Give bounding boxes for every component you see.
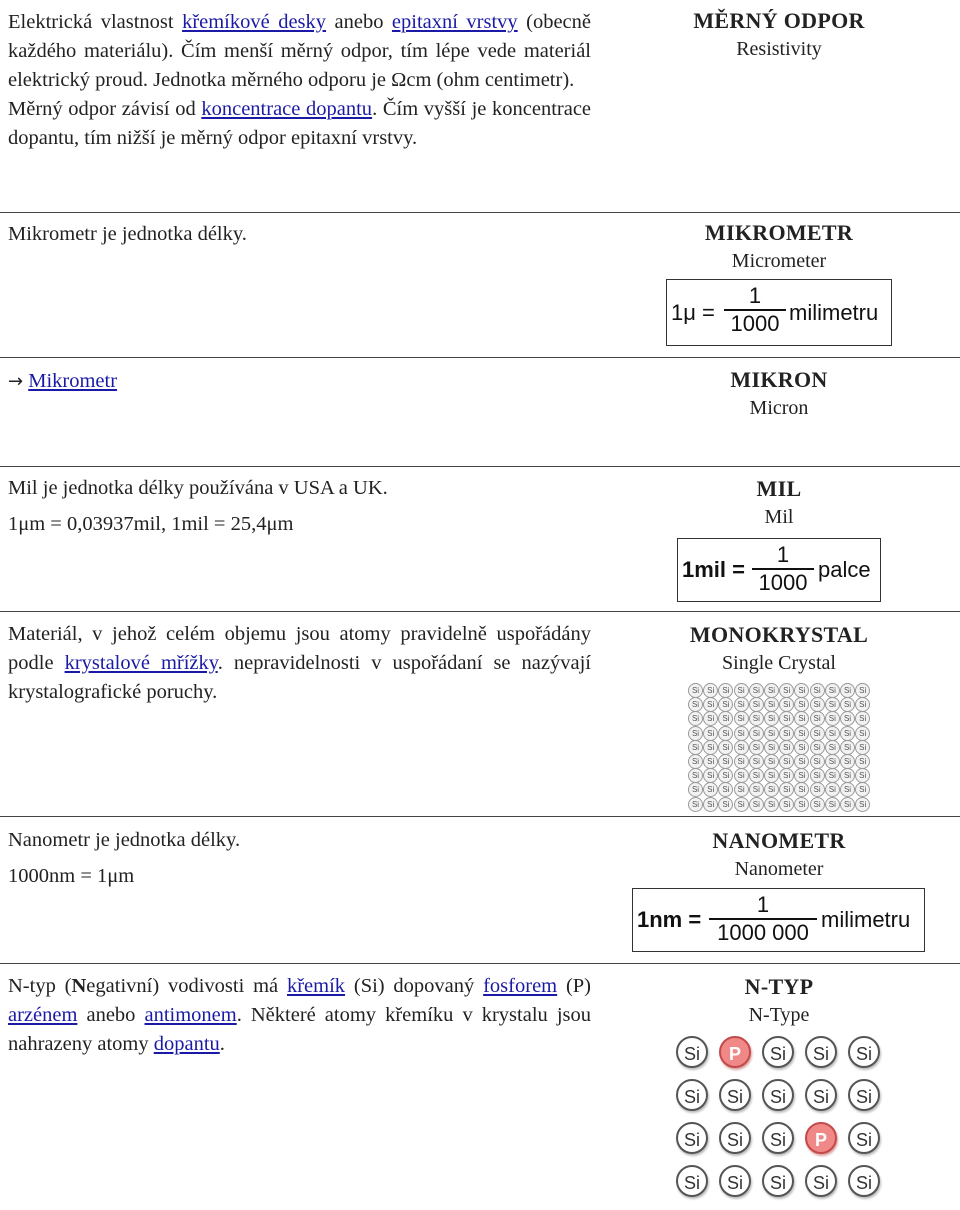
lattice-atom: Si bbox=[718, 768, 733, 783]
silicon-atom: Si bbox=[762, 1165, 794, 1197]
lattice-atom: Si bbox=[855, 740, 870, 755]
lattice-atom: Si bbox=[688, 683, 703, 698]
lattice-atom: Si bbox=[734, 697, 749, 712]
formula-denominator: 1000 bbox=[730, 310, 780, 336]
text-run: Materiál, v jehož celém objemu jsou atomy pravidelně uspořádány podle bbox=[8, 623, 591, 674]
phosphorus-atom: P bbox=[719, 1036, 751, 1068]
lattice-atom: Si bbox=[794, 726, 809, 741]
formula-unit: milimetru bbox=[821, 907, 911, 932]
lattice-atom: Si bbox=[825, 683, 840, 698]
ntype-text bbox=[8, 972, 591, 1059]
resistivity-text bbox=[8, 8, 591, 153]
lattice-atom: Si bbox=[825, 726, 840, 741]
lattice-atom: Si bbox=[703, 683, 718, 698]
lattice-atom: Si bbox=[825, 768, 840, 783]
silicon-atom: Si bbox=[676, 1079, 708, 1111]
inline-link[interactable]: koncentrace dopantu bbox=[201, 98, 373, 120]
lattice-atom: Si bbox=[779, 726, 794, 741]
lattice-atom: Si bbox=[718, 740, 733, 755]
lattice-atom: Si bbox=[764, 683, 779, 698]
section-title: MIKRON bbox=[730, 367, 828, 392]
lattice-atom: Si bbox=[688, 711, 703, 726]
micrometer-paragraph bbox=[8, 220, 591, 249]
section-title: NANOMETR bbox=[712, 828, 846, 853]
lattice-atom: Si bbox=[779, 782, 794, 797]
lattice-atom: Si bbox=[734, 754, 749, 769]
text-run: (Si) dopovaný bbox=[345, 975, 484, 997]
formula-lhs: 1nm = bbox=[637, 907, 702, 932]
silicon-atom: Si bbox=[762, 1122, 794, 1154]
divider bbox=[598, 963, 960, 964]
text-run: 1000nm = 1μm bbox=[8, 865, 135, 887]
micrometer-formula bbox=[666, 279, 892, 346]
section-title: MONOKRYSTAL bbox=[689, 622, 869, 647]
lattice-atom: Si bbox=[855, 697, 870, 712]
formula-numerator: 1 bbox=[776, 542, 790, 567]
text-run: Nanometr je jednotka délky. bbox=[8, 829, 241, 851]
text-run: 1μm = 0,03937mil, 1mil = 25,4μm bbox=[8, 513, 294, 535]
lattice-atom: Si bbox=[779, 768, 794, 783]
lattice-atom: Si bbox=[703, 797, 718, 812]
lattice-atom: Si bbox=[840, 740, 855, 755]
micron-heading bbox=[598, 365, 960, 423]
lattice-atom: Si bbox=[749, 726, 764, 741]
formula-denominator: 1000 000 bbox=[717, 919, 809, 945]
section-subtitle: Micrometer bbox=[731, 250, 827, 272]
silicon-atom: Si bbox=[719, 1165, 751, 1197]
formula-numerator: 1 bbox=[756, 892, 770, 917]
lattice-atom: Si bbox=[718, 726, 733, 741]
text-run: anebo bbox=[77, 1004, 145, 1026]
nanometer-formula bbox=[632, 888, 925, 952]
lattice-atom: Si bbox=[855, 797, 870, 812]
crystal-text bbox=[8, 620, 591, 707]
divider bbox=[0, 466, 598, 467]
lattice-atom: Si bbox=[734, 768, 749, 783]
divider bbox=[598, 611, 960, 612]
silicon-atom: Si bbox=[719, 1122, 751, 1154]
lattice-atom: Si bbox=[794, 782, 809, 797]
inline-link[interactable]: dopantu bbox=[153, 1033, 220, 1055]
inline-link[interactable]: křemíkové desky bbox=[182, 11, 327, 33]
lattice-atom: Si bbox=[764, 768, 779, 783]
lattice-atom: Si bbox=[718, 711, 733, 726]
text-run: Měrný odpor závisí od bbox=[8, 98, 202, 120]
micrometer-link[interactable]: Mikrometr bbox=[28, 370, 118, 392]
lattice-atom: Si bbox=[688, 797, 703, 812]
lattice-atom: Si bbox=[825, 697, 840, 712]
text-run: Elektrická vlastnost bbox=[8, 11, 183, 33]
inline-link[interactable]: arzénem bbox=[8, 1004, 78, 1026]
text-run: (P) bbox=[557, 975, 591, 997]
lattice-atom: Si bbox=[688, 697, 703, 712]
lattice-atom: Si bbox=[810, 683, 825, 698]
lattice-atom: Si bbox=[764, 697, 779, 712]
lattice-atom: Si bbox=[734, 797, 749, 812]
silicon-atom: Si bbox=[805, 1165, 837, 1197]
section-subtitle: Nanometer bbox=[734, 858, 824, 880]
lattice-atom: Si bbox=[855, 768, 870, 783]
formula-unit: milimetru bbox=[789, 299, 879, 325]
lattice-atom: Si bbox=[840, 768, 855, 783]
lattice-atom: Si bbox=[825, 754, 840, 769]
resistivity-heading bbox=[598, 6, 960, 64]
text-run: N bbox=[71, 975, 87, 997]
section-subtitle: Mil bbox=[764, 506, 794, 528]
lattice-atom: Si bbox=[840, 726, 855, 741]
formula-lhs: 1mil = bbox=[682, 557, 745, 582]
lattice-atom: Si bbox=[794, 697, 809, 712]
lattice-atom: Si bbox=[718, 797, 733, 812]
inline-link[interactable]: antimonem bbox=[144, 1004, 237, 1026]
resistivity-paragraph-2 bbox=[8, 95, 591, 153]
silicon-atom: Si bbox=[762, 1079, 794, 1111]
lattice-atom: Si bbox=[749, 697, 764, 712]
inline-link[interactable]: krystalové mřížky bbox=[64, 652, 218, 674]
lattice-atom: Si bbox=[810, 797, 825, 812]
lattice-atom: Si bbox=[825, 797, 840, 812]
lattice-atom: Si bbox=[810, 697, 825, 712]
formula-unit: palce bbox=[818, 557, 871, 582]
ntype-heading bbox=[598, 972, 960, 1030]
formula-numerator: 1 bbox=[748, 283, 762, 308]
lattice-atom: Si bbox=[855, 754, 870, 769]
lattice-atom: Si bbox=[840, 797, 855, 812]
lattice-atom: Si bbox=[718, 782, 733, 797]
text-run: . nepravidelnosti v uspořádaní se nazývají krystalografické poruchy. bbox=[8, 652, 591, 703]
silicon-atom: Si bbox=[848, 1165, 880, 1197]
lattice-atom: Si bbox=[840, 754, 855, 769]
lattice-atom: Si bbox=[810, 726, 825, 741]
lattice-atom: Si bbox=[703, 740, 718, 755]
crystal-paragraph bbox=[8, 620, 591, 707]
lattice-atom: Si bbox=[779, 683, 794, 698]
lattice-atom: Si bbox=[794, 740, 809, 755]
lattice-atom: Si bbox=[688, 754, 703, 769]
nanometer-heading bbox=[598, 826, 960, 884]
lattice-atom: Si bbox=[779, 740, 794, 755]
section-subtitle: Micron bbox=[749, 397, 809, 419]
divider bbox=[0, 212, 598, 213]
lattice-atom: Si bbox=[749, 683, 764, 698]
lattice-atom: Si bbox=[855, 726, 870, 741]
lattice-atom: Si bbox=[749, 754, 764, 769]
text-run: Mil je jednotka délky používána v USA a UK. bbox=[8, 477, 388, 499]
silicon-atom: Si bbox=[805, 1079, 837, 1111]
section-subtitle: N-Type bbox=[748, 1004, 810, 1026]
silicon-atom: Si bbox=[719, 1079, 751, 1111]
lattice-atom: Si bbox=[749, 768, 764, 783]
section-subtitle: Single Crystal bbox=[722, 652, 836, 674]
lattice-atom: Si bbox=[794, 754, 809, 769]
mil-paragraph-1 bbox=[8, 474, 591, 503]
lattice-atom: Si bbox=[749, 797, 764, 812]
silicon-atom: Si bbox=[848, 1036, 880, 1068]
lattice-atom: Si bbox=[764, 726, 779, 741]
lattice-atom: Si bbox=[810, 754, 825, 769]
lattice-atom: Si bbox=[825, 782, 840, 797]
mil-paragraph-2 bbox=[8, 510, 591, 539]
silicon-atom: Si bbox=[805, 1036, 837, 1068]
right-arrow-icon: → bbox=[8, 371, 24, 392]
mil-formula bbox=[677, 538, 881, 602]
lattice-atom: Si bbox=[794, 768, 809, 783]
lattice-atom: Si bbox=[749, 782, 764, 797]
lattice-atom: Si bbox=[734, 726, 749, 741]
lattice-atom: Si bbox=[764, 711, 779, 726]
divider bbox=[0, 357, 598, 358]
crystal-heading bbox=[598, 620, 960, 678]
lattice-atom: Si bbox=[688, 740, 703, 755]
text-run: . Čím vyšší je koncentrace dopantu, tím nižší je měrný odpor epitaxní vrstvy. bbox=[8, 98, 592, 149]
lattice-atom: Si bbox=[764, 797, 779, 812]
formula-lhs: 1μ = bbox=[671, 299, 715, 325]
micrometer-link-row bbox=[8, 367, 591, 396]
section-title: MĚRNÝ ODPOR bbox=[693, 8, 865, 33]
lattice-atom: Si bbox=[703, 768, 718, 783]
section-subtitle: Resistivity bbox=[736, 38, 822, 60]
section-title: MIKROMETR bbox=[704, 220, 854, 245]
lattice-atom: Si bbox=[794, 683, 809, 698]
lattice-atom: Si bbox=[703, 726, 718, 741]
divider bbox=[0, 963, 598, 964]
lattice-atom: Si bbox=[840, 711, 855, 726]
silicon-atom: Si bbox=[676, 1165, 708, 1197]
lattice-atom: Si bbox=[825, 740, 840, 755]
lattice-atom: Si bbox=[794, 711, 809, 726]
formula-fraction bbox=[752, 542, 814, 596]
lattice-atom: Si bbox=[855, 711, 870, 726]
lattice-atom: Si bbox=[688, 782, 703, 797]
lattice-atom: Si bbox=[718, 697, 733, 712]
lattice-atom: Si bbox=[779, 697, 794, 712]
lattice-atom: Si bbox=[810, 711, 825, 726]
inline-link[interactable]: křemík bbox=[286, 975, 346, 997]
nanometer-paragraph-2 bbox=[8, 862, 591, 891]
micrometer-heading bbox=[598, 218, 960, 276]
text-run: anebo bbox=[326, 11, 392, 33]
lattice-atom: Si bbox=[855, 683, 870, 698]
lattice-atom: Si bbox=[749, 711, 764, 726]
phosphorus-atom: P bbox=[805, 1122, 837, 1154]
silicon-atom: Si bbox=[848, 1079, 880, 1111]
text-run: N-typ ( bbox=[8, 975, 72, 997]
lattice-atom: Si bbox=[734, 782, 749, 797]
lattice-atom: Si bbox=[764, 782, 779, 797]
lattice-atom: Si bbox=[779, 797, 794, 812]
lattice-atom: Si bbox=[840, 697, 855, 712]
ntype-paragraph bbox=[8, 972, 591, 1059]
ntype-atom-diagram bbox=[676, 1036, 886, 1204]
lattice-atom: Si bbox=[810, 740, 825, 755]
silicon-atom: Si bbox=[676, 1036, 708, 1068]
divider bbox=[598, 816, 960, 817]
lattice-atom: Si bbox=[764, 754, 779, 769]
lattice-atom: Si bbox=[825, 711, 840, 726]
divider bbox=[598, 212, 960, 213]
lattice-atom: Si bbox=[718, 683, 733, 698]
silicon-atom: Si bbox=[762, 1036, 794, 1068]
divider bbox=[0, 611, 598, 612]
lattice-atom: Si bbox=[749, 740, 764, 755]
mil-text bbox=[8, 474, 591, 539]
formula-denominator: 1000 bbox=[758, 569, 808, 595]
lattice-atom: Si bbox=[779, 711, 794, 726]
divider bbox=[598, 466, 960, 467]
lattice-atom: Si bbox=[703, 711, 718, 726]
lattice-atom: Si bbox=[734, 683, 749, 698]
lattice-atom: Si bbox=[840, 683, 855, 698]
lattice-atom: Si bbox=[688, 768, 703, 783]
lattice-atom: Si bbox=[703, 697, 718, 712]
lattice-atom: Si bbox=[734, 740, 749, 755]
micrometer-text bbox=[8, 220, 591, 249]
inline-link[interactable]: epitaxní vrstvy bbox=[391, 11, 518, 33]
text-run: Mikrometr je jednotka délky. bbox=[8, 223, 247, 245]
inline-link[interactable]: fosforem bbox=[483, 975, 558, 997]
lattice-atom: Si bbox=[810, 768, 825, 783]
lattice-atom: Si bbox=[703, 754, 718, 769]
lattice-atom: Si bbox=[764, 740, 779, 755]
divider bbox=[598, 357, 960, 358]
text-run: egativní) vodivosti má bbox=[86, 975, 287, 997]
lattice-atom: Si bbox=[718, 754, 733, 769]
lattice-atom: Si bbox=[703, 782, 718, 797]
text-run: . Některé atomy křemíku v krystalu jsou nahrazeny atomy bbox=[8, 1004, 591, 1055]
text-run: (obecně každého materiálu). Čím menší měrný odpor, tím lépe vede materiál elektrický proud. Jednotka měrného odporu je Ωcm (ohm centimetr). bbox=[8, 11, 592, 91]
lattice-atom: Si bbox=[810, 782, 825, 797]
nanometer-paragraph-1 bbox=[8, 826, 591, 855]
section-title: N-TYP bbox=[744, 974, 814, 999]
silicon-atom: Si bbox=[848, 1122, 880, 1154]
lattice-atom: Si bbox=[840, 782, 855, 797]
text-run: . bbox=[219, 1033, 225, 1055]
silicon-atom: Si bbox=[676, 1122, 708, 1154]
nanometer-text bbox=[8, 826, 591, 891]
formula-fraction bbox=[709, 892, 817, 946]
lattice-atom: Si bbox=[794, 797, 809, 812]
section-title: MIL bbox=[756, 476, 802, 501]
resistivity-paragraph-1 bbox=[8, 8, 591, 95]
divider bbox=[0, 816, 598, 817]
lattice-atom: Si bbox=[855, 782, 870, 797]
lattice-atom: Si bbox=[688, 726, 703, 741]
mil-heading bbox=[598, 474, 960, 532]
lattice-atom: Si bbox=[734, 711, 749, 726]
lattice-atom: Si bbox=[779, 754, 794, 769]
formula-fraction bbox=[724, 283, 786, 337]
